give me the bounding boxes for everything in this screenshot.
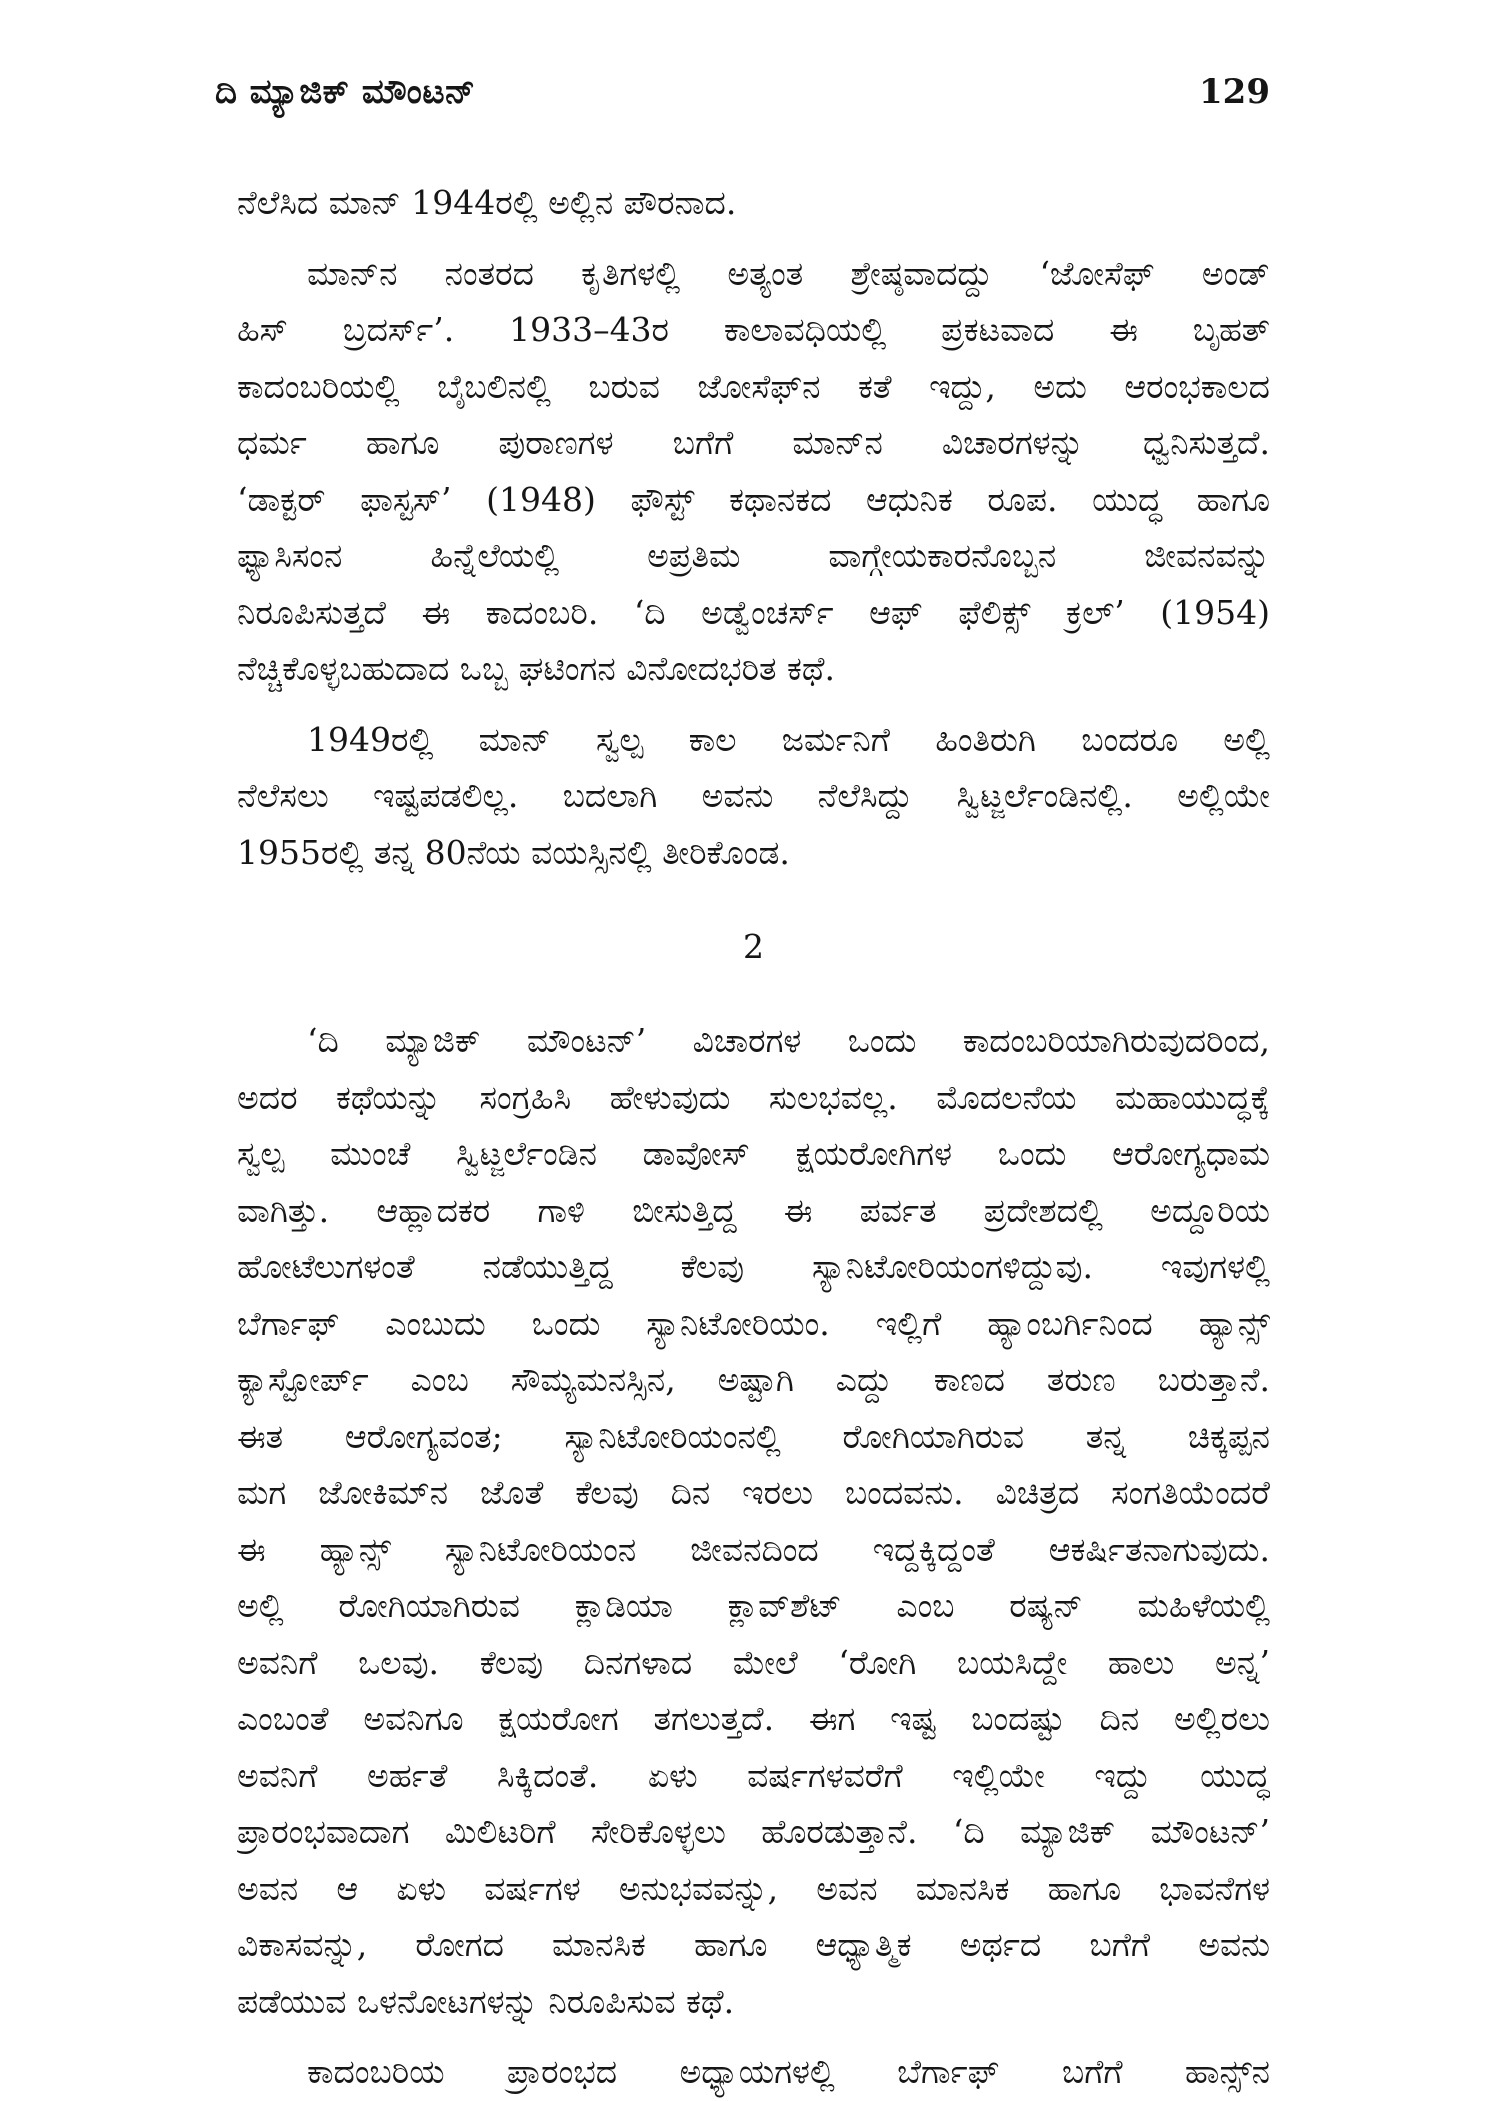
- para4-line: ಕ್ಯಾಸ್ಟೋರ್ಪ್ ಎಂಬ ಸೌಮ್ಯಮನಸ್ಸಿನ, ಅಷ್ಟಾಗಿ ಎದ್ದು ಕಾಣದ ತರುಣ ಬರುತ್ತಾನೆ.: [237, 1360, 1270, 1399]
- para4-line: ಈ ಹ್ಯಾನ್ಸ್ ಸ್ಯಾನಿಟೋರಿಯಂನ ಜೀವನದಿಂದ ಇದ್ದಕ್ಕಿದ್ದಂತೆ ಆಕರ್ಷಿತನಾಗುವುದು.: [237, 1529, 1270, 1569]
- para4-line: ಸ್ವಲ್ಪ ಮುಂಚೆ ಸ್ವಿಟ್ಜರ್ಲೆಂಡಿನ ಡಾವೋಸ್ ಕ್ಷಯರೋಗಿಗಳ ಒಂದು ಆರೋಗ್ಯಧಾಮ: [237, 1134, 1270, 1173]
- para3-line: ನೆಲೆಸಲು ಇಷ್ಟಪಡಲಿಲ್ಲ. ಬದಲಾಗಿ ಅವನು ನೆಲೆಸಿದ್ದು ಸ್ವಿಟ್ಜರ್ಲೆಂಡಿನಲ್ಲಿ. ಅಲ್ಲಿಯೇ: [237, 776, 1270, 815]
- paragraph-gap: [237, 698, 1270, 712]
- section-number: 2: [743, 927, 764, 966]
- para4-line: ಅವನ ಆ ಏಳು ವರ್ಷಗಳ ಅನುಭವವನ್ನು, ಅವನ ಮಾನಸಿಕ ಹಾಗೂ ಭಾವನೆಗಳ: [237, 1868, 1270, 1908]
- para4-line: ಎಂಬಂತೆ ಅವನಿಗೂ ಕ್ಷಯರೋಗ ತಗಲುತ್ತದೆ. ಈಗ ಇಷ್ಟ ಬಂದಷ್ಟು ದಿನ ಅಲ್ಲಿರಲು: [237, 1699, 1270, 1738]
- para4-line: ಅವನಿಗೆ ಅರ್ಹತೆ ಸಿಕ್ಕಿದಂತೆ. ಏಳು ವರ್ಷಗಳವರೆಗೆ ಇಲ್ಲಿಯೇ ಇದ್ದು ಯುದ್ಧ: [237, 1755, 1270, 1795]
- para2-line: ಮಾನ್‌ನ ನಂತರದ ಕೃತಿಗಳಲ್ಲಿ ಅತ್ಯಂತ ಶ್ರೇಷ್ಠವಾದದ್ದು ‘ಜೋಸೆಫ್ ಅಂಡ್: [307, 253, 1270, 293]
- para2-line: ಹಿಸ್ ಬ್ರದರ್ಸ್’. 1933–43ರ ಕಾಲಾವಧಿಯಲ್ಲಿ ಪ್ರಕಟವಾದ ಈ ಬೃಹತ್: [237, 310, 1270, 349]
- para4-line: ಹೋಟೆಲುಗಳಂತೆ ನಡೆಯುತ್ತಿದ್ದ ಕೆಲವು ಸ್ಯಾನಿಟೋರಿಯಂಗಳಿದ್ದುವು. ಇವುಗಳಲ್ಲಿ: [237, 1247, 1270, 1286]
- para4-line: ಬೆರ್ಗಾಫ್ ಎಂಬುದು ಒಂದು ಸ್ಯಾನಿಟೋರಿಯಂ. ಇಲ್ಲಿಗೆ ಹ್ಯಾಂಬರ್ಗಿನಿಂದ ಹ್ಯಾನ್ಸ್: [237, 1303, 1270, 1343]
- paragraph-gap: [237, 232, 1270, 246]
- para4-line: ಅದರ ಕಥೆಯನ್ನು ಸಂಗ್ರಹಿಸಿ ಹೇಳುವುದು ಸುಲಭವಲ್ಲ. ಮೊದಲನೆಯ ಮಹಾಯುದ್ಧಕ್ಕೆ: [237, 1077, 1270, 1117]
- body-text: [237, 175, 1270, 2101]
- para4-line: ಮಗ ಜೋಕಿಮ್‌ನ ಜೊತೆ ಕೆಲವು ದಿನ ಇರಲು ಬಂದವನು. ವಿಚಿತ್ರದ ಸಂಗತಿಯೆಂದರೆ: [237, 1473, 1270, 1512]
- paragraph-gap: [237, 2030, 1270, 2044]
- para1-line: ನೆಲೆಸಿದ ಮಾನ್ 1944ರಲ್ಲಿ ಅಲ್ಲಿನ ಪೌರನಾದ.: [237, 183, 737, 222]
- para2-line: ನಿರೂಪಿಸುತ್ತದೆ ಈ ಕಾದಂಬರಿ. ‘ದಿ ಅಡ್ವೆಂಚರ್ಸ್ ಆಫ್ ಫೆಲಿಕ್ಸ್ ಕ್ರಲ್’ (1954): [237, 592, 1270, 632]
- para4-line: ಪಡೆಯುವ ಒಳನೋಟಗಳನ್ನು ನಿರೂಪಿಸುವ ಕಥೆ.: [237, 1981, 735, 2021]
- para4-line: ‘ದಿ ಮ್ಯಾಜಿಕ್ ಮೌಂಟನ್’ ವಿಚಾರಗಳ ಒಂದು ಕಾದಂಬರಿಯಾಗಿರುವುದರಿಂದ,: [307, 1021, 1270, 1060]
- para2-line: ಫ್ಯಾಸಿಸಂನ ಹಿನ್ನೆಲೆಯಲ್ಲಿ ಅಪ್ರತಿಮ ವಾಗ್ಗೇಯಕಾರನೊಬ್ಬನ ಜೀವನವನ್ನು: [237, 536, 1270, 575]
- running-title: ದಿ ಮ್ಯಾಜಿಕ್ ಮೌಂಟನ್: [215, 72, 476, 112]
- para2-line: ಧರ್ಮ ಹಾಗೂ ಪುರಾಣಗಳ ಬಗೆಗೆ ಮಾನ್‌ನ ವಿಚಾರಗಳನ್ನು ಧ್ವನಿಸುತ್ತದೆ.: [237, 423, 1270, 462]
- para2-line: ನೆಚ್ಚಿಕೊಳ್ಳಬಹುದಾದ ಒಬ್ಬ ಘಟಿಂಗನ ವಿನೋದಭರಿತ ಕಥೆ.: [237, 649, 835, 688]
- para3-line: 1949ರಲ್ಲಿ ಮಾನ್ ಸ್ವಲ್ಪ ಕಾಲ ಜರ್ಮನಿಗೆ ಹಿಂತಿರುಗಿ ಬಂದರೂ ಅಲ್ಲಿ: [307, 719, 1270, 759]
- section-gap: [237, 977, 1270, 1013]
- section-gap: [237, 881, 1270, 917]
- para5-line: ಕಾದಂಬರಿಯ ಪ್ರಾರಂಭದ ಅಧ್ಯಾಯಗಳಲ್ಲಿ ಬೆರ್ಗಾಫ್ ಬಗೆಗೆ ಹಾನ್ಸ್‌ನ: [307, 2052, 1270, 2091]
- para4-line: ವಿಕಾಸವನ್ನು, ರೋಗದ ಮಾನಸಿಕ ಹಾಗೂ ಆಧ್ಯಾತ್ಮಿಕ ಅರ್ಥದ ಬಗೆಗೆ ಅವನು: [237, 1925, 1270, 1964]
- page-header: [215, 72, 1270, 142]
- para4-line: ಅಲ್ಲಿ ರೋಗಿಯಾಗಿರುವ ಕ್ಲಾಡಿಯಾ ಕ್ಲಾವ್‌ಶೆಟ್ ಎಂಬ ರಷ್ಯನ್ ಮಹಿಳೆಯಲ್ಲಿ: [237, 1586, 1270, 1625]
- para2-line: ‘ಡಾಕ್ಟರ್ ಫಾಸ್ಟಸ್’ (1948) ಫೌಸ್ಟ್ ಕಥಾನಕದ ಆಧುನಿಕ ರೂಪ. ಯುದ್ಧ ಹಾಗೂ: [237, 479, 1270, 519]
- para4-line: ಅವನಿಗೆ ಒಲವು. ಕೆಲವು ದಿನಗಳಾದ ಮೇಲೆ ‘ರೋಗಿ ಬಯಸಿದ್ದೇ ಹಾಲು ಅನ್ನ’: [237, 1642, 1270, 1682]
- para4-line: ಈತ ಆರೋಗ್ಯವಂತ; ಸ್ಯಾನಿಟೋರಿಯಂನಲ್ಲಿ ರೋಗಿಯಾಗಿರುವ ತನ್ನ ಚಿಕ್ಕಪ್ಪನ: [237, 1416, 1270, 1456]
- para3-line: 1955ರಲ್ಲಿ ತನ್ನ 80ನೆಯ ವಯಸ್ಸಿನಲ್ಲಿ ತೀರಿಕೊಂಡ.: [237, 832, 790, 872]
- para2-line: ಕಾದಂಬರಿಯಲ್ಲಿ ಬೈಬಲಿನಲ್ಲಿ ಬರುವ ಜೋಸೆಫ್‌ನ ಕತೆ ಇದ್ದು, ಅದು ಆರಂಭಕಾಲದ: [237, 366, 1270, 406]
- page-number: 129: [1199, 72, 1270, 112]
- para4-line: ವಾಗಿತ್ತು. ಆಹ್ಲಾದಕರ ಗಾಳಿ ಬೀಸುತ್ತಿದ್ದ ಈ ಪರ್ವತ ಪ್ರದೇಶದಲ್ಲಿ ಅದ್ದೂರಿಯ: [237, 1190, 1270, 1230]
- para4-line: ಪ್ರಾರಂಭವಾದಾಗ ಮಿಲಿಟರಿಗೆ ಸೇರಿಕೊಳ್ಳಲು ಹೊರಡುತ್ತಾನೆ. ‘ದಿ ಮ್ಯಾಜಿಕ್ ಮೌಂಟನ್’: [237, 1812, 1270, 1851]
